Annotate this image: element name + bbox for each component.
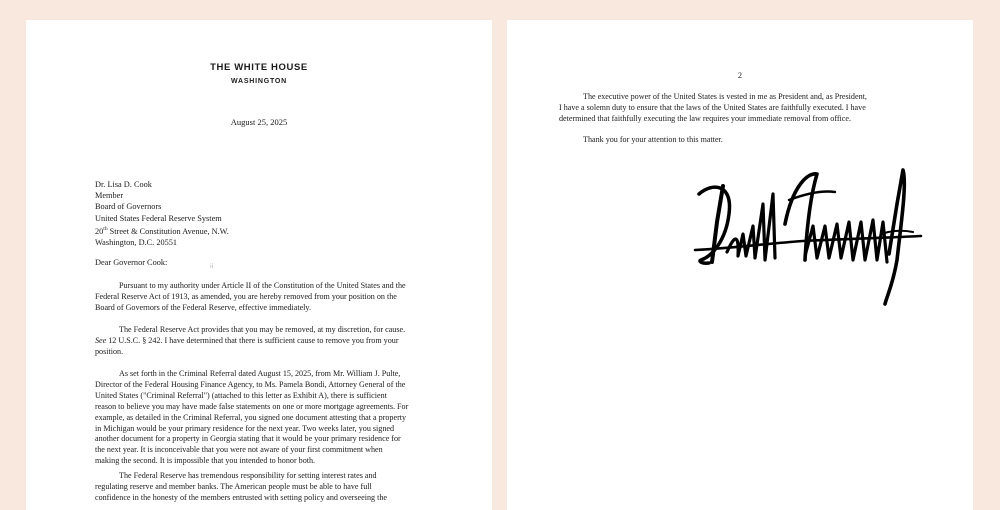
letterhead-title: THE WHITE HOUSE xyxy=(210,62,308,73)
paragraph-line: Thank you for your attention to this matter. xyxy=(583,135,723,144)
letter-page-1 xyxy=(26,20,492,510)
paragraph-line: The Federal Reserve Act provides that you may be removed, at my discretion, for cause. xyxy=(119,325,406,334)
paragraph xyxy=(559,135,909,146)
paragraph-line: Federal Reserve Act of 1913, as amended, you are hereby removed from your position on the xyxy=(95,291,397,301)
paragraph xyxy=(95,471,445,504)
paragraph-line: regulating reserve and member banks. The American people must be able to have full xyxy=(95,481,372,491)
paragraph xyxy=(95,369,445,467)
paragraph-line: The Federal Reserve has tremendous responsibility for setting interest rates and xyxy=(119,471,377,480)
paragraph-line: The executive power of the United States is vested in me as President and, as President, xyxy=(583,92,867,101)
paragraph xyxy=(559,92,949,125)
paragraph xyxy=(95,325,445,358)
address-line: Member xyxy=(95,191,124,201)
paragraph-line: reason to believe you may have made false statements on one or more mortgage agreements. For xyxy=(95,401,409,411)
address-line: Washington, D.C. 20551 xyxy=(95,237,178,247)
paragraph-line: example, as detailed in the Criminal Referral, you signed one document attesting that a property xyxy=(95,412,407,422)
paragraph-line: United States ("Criminal Referral") (attached to this letter as Exhibit A), there is sufficient xyxy=(95,390,387,400)
page-number: 2 xyxy=(737,71,743,80)
address-line: 20th Street & Constitution Avenue, N.W. xyxy=(95,225,229,236)
signature-icon xyxy=(693,164,923,309)
paragraph-line: position. xyxy=(95,346,124,356)
paragraph-line: Board of Governors of the Federal Reserve, effective immediately. xyxy=(95,302,311,312)
paragraph xyxy=(95,281,445,314)
paragraph-line: making the second. It is impossible that you intended to honor both. xyxy=(95,456,316,466)
paragraph-line: Pursuant to my authority under Article II of the Constitution of the United States and the xyxy=(119,281,406,290)
address-line: Dr. Lisa D. Cook xyxy=(95,180,152,189)
letter-page-2 xyxy=(507,20,973,510)
paragraph-line: in Michigan would be your primary residence for the next year. Two weeks later, you signed xyxy=(95,423,395,433)
paragraph-line: confidence in the honesty of the members entrusted with setting policy and overseeing the xyxy=(95,492,387,502)
smudge-mark: ⁞⁞ xyxy=(210,264,214,270)
paragraph-line: determined that faithfully executing the law requires your immediate removal from office. xyxy=(559,113,852,123)
paragraph-line: another document for a property in Georgia stating that it would be your primary residence for xyxy=(95,434,401,444)
letter-date: August 25, 2025 xyxy=(230,117,288,127)
salutation: Dear Governor Cook: xyxy=(95,258,168,267)
paragraph-line: the next year. It is inconceivable that you were not aware of your first commitment when xyxy=(95,445,383,455)
letterhead-subtitle: WASHINGTON xyxy=(230,78,288,85)
paragraph-line: See 12 U.S.C. § 242. I have determined that there is sufficient cause to remove you from your xyxy=(95,335,399,345)
paragraph-line: As set forth in the Criminal Referral dated August 15, 2025, from Mr. William J. Pulte, xyxy=(119,369,401,378)
address-line: United States Federal Reserve System xyxy=(95,213,222,223)
address-line: Board of Governors xyxy=(95,202,162,212)
recipient-address xyxy=(95,179,229,248)
paragraph-line: I have a solemn duty to ensure that the laws of the United States are faithfully executed. I have xyxy=(559,102,866,112)
paragraph-line: Director of the Federal Housing Finance Agency, to Ms. Pamela Bondi, Attorney General of the xyxy=(95,379,406,389)
